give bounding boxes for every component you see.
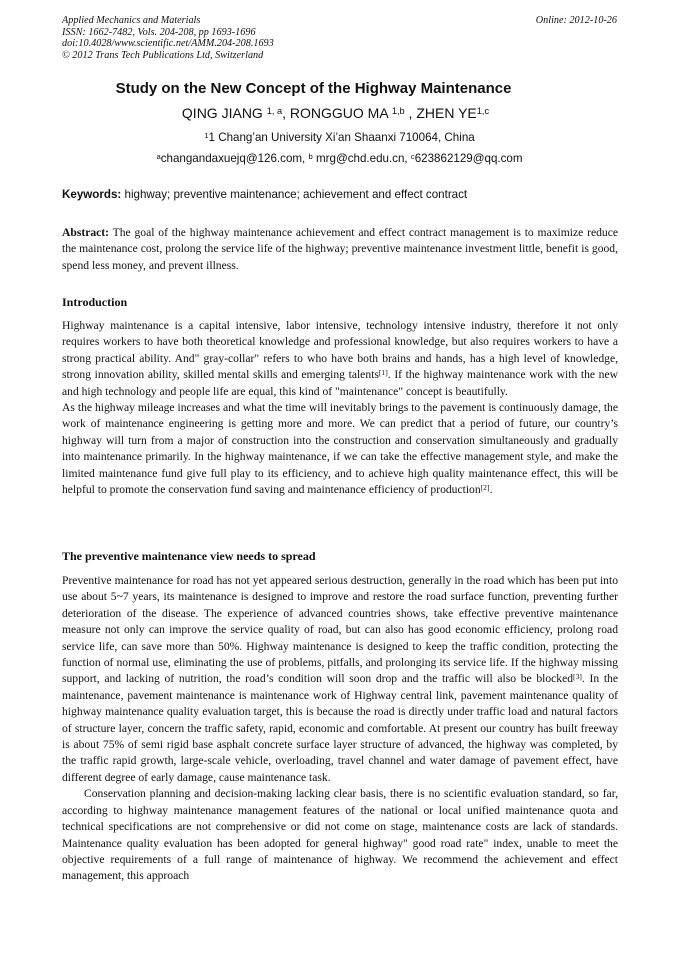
abstract-label: Abstract: xyxy=(62,226,110,239)
introduction-body xyxy=(62,318,618,498)
keywords-label: Keywords: xyxy=(62,188,122,201)
author-sup: 1,c xyxy=(476,105,490,116)
email-sup: c xyxy=(410,151,415,161)
keywords xyxy=(62,187,622,203)
paragraph-text: Preventive maintenance for road has not yet appeared serious destruction, generally in the road which has been put into use about 5~7 years, its maintenance is designed to improve and restore the road surface function, preventing further deterioration of the disease. The experience of advanced countries shows, take effective preventive maintenance measure not only can improve the service quality of road, but can also has good economic efficiency, prolong road service life, can save more than 50%. Highway maintenance is designed to keep the traffic condition, protecting the function of normal use, eliminating the use of problems, pitfalls, and prolonging its service life. If the highway missing support, and lacking of nutrition, the road’s condition will soon drop and the traffic will also be blocked xyxy=(62,574,618,686)
citation: [2] xyxy=(480,482,490,492)
affiliation-sup: 1 xyxy=(204,130,209,140)
paragraph-text: Highway maintenance is a capital intensive, labor intensive, technology intensive industry, therefore it not only requires workers to have both theoretical knowledge and professional knowledge, but also requires workers to have a strong practical ability. And" gray-collar" refers to who have both brains and hands, has a high level of knowledge, strong innovation ability, skilled mental skills and emerging talents xyxy=(62,319,618,382)
email-link[interactable]: changandaxuejq@126.com, xyxy=(160,152,309,165)
keywords-text: highway; preventive maintenance; achievement and effect contract xyxy=(121,188,468,201)
paper-title xyxy=(62,80,617,98)
author-list xyxy=(62,104,617,122)
citation: [3] xyxy=(573,672,582,681)
email-link[interactable]: 623862129@qq.com xyxy=(414,152,523,165)
email-sup: a xyxy=(156,151,161,161)
email-link[interactable]: mrg@chd.edu.cn, xyxy=(312,152,411,165)
section-heading-preventive: The preventive maintenance view needs to spread xyxy=(62,549,316,563)
paragraph-text: Conservation planning and decision-making lacking clear basis, there is no scientific evaluation standard, so far, according to highway maintenance management features of the national or local unified maintenance quota and technical specifications are not comprehensive or did not come on stage, maintenance costs are lack of standards. Maintenance quality evaluation has been adopted for general highway" good road rate" index, unable to meet the objective requirements of a full range of maintenance of highway. We recommend the achievement and effect management, this approach xyxy=(62,787,618,883)
abstract xyxy=(62,225,618,274)
paragraph xyxy=(62,786,618,884)
paragraph xyxy=(62,318,618,400)
paragraph-text: . xyxy=(489,483,493,497)
author-emails xyxy=(62,151,617,167)
author-name: QING JIANG xyxy=(181,105,267,121)
abstract-text: The goal of the highway maintenance achievement and effect contract management is to maximize reduce the maintenance cost, prolong the service life of the highway; preventive maintenance investment little, benefit is good, spend less money, and prevent illness. xyxy=(62,226,618,272)
paragraph-text: . In the maintenance, pavement maintenance is maintenance work of Highway central link, pavement maintenance quality of highway maintenance quality evaluation target, this is because the road is directly under traffic load and natural factors of structure layer, concern the traffic safety, rapid, economic and comfortable. At present our country has built freeway is about 75% of semi rigid base asphalt concrete surface layer structure of advanced, the highway was completed, by the traffic rapid growth, large-scale vehicle, overloading, travel channel and water damage of pavement effect, have different degree of early damage, cause maintenance task. xyxy=(62,672,618,784)
issn-line: ISSN: 1662-7482, Vols. 204-208, pp 1693-1696 xyxy=(62,26,256,38)
author-name: , RONGGUO MA xyxy=(282,105,392,121)
paragraph xyxy=(62,400,618,498)
author-sup: 1,b xyxy=(391,105,405,116)
preventive-body xyxy=(62,573,618,885)
online-date: Online: 2012-10-26 xyxy=(535,15,617,26)
paper-title-text: Study on the New Concept of the Highway Maintenance xyxy=(115,80,512,97)
doi-line: doi:10.4028/www.scientific.net/AMM.204-208.1693 xyxy=(62,38,274,50)
email-sup: b xyxy=(308,151,313,161)
copyright-line: © 2012 Trans Tech Publications Ltd, Switzerland xyxy=(62,49,264,61)
journal-header xyxy=(62,15,617,61)
paragraph-text: . If the highway maintenance work with the new and high technology and people life are equal, this kind of "maintenance" concept is beautifully. xyxy=(62,368,618,398)
citation: [1] xyxy=(378,367,388,377)
author-name: , ZHEN YE xyxy=(404,105,477,121)
author-sup: 1, a xyxy=(266,105,283,116)
paragraph-text: As the highway mileage increases and what the time will inevitably brings to the pavement is continuously damage, the work of maintenance engineering is getting more and more. We can predict that a period of future, our country’s highway will turn from a major of construction into the construction and conservation simultaneously and gradually into maintenance primarily. In the highway maintenance, if we can take the effective management style, and make the limited maintenance fund give full play to its efficiency, and to achieve high quality maintenance effect, this will be helpful to promote the conservation fund saving and maintenance efficiency of production xyxy=(62,401,618,497)
section-heading-introduction: Introduction xyxy=(62,295,128,309)
affiliation xyxy=(62,130,617,146)
journal-name: Applied Mechanics and Materials xyxy=(62,15,201,26)
paragraph xyxy=(62,573,618,786)
affiliation-text: 1 Chang’an University Xi’an Shaanxi 710064, China xyxy=(208,131,475,144)
